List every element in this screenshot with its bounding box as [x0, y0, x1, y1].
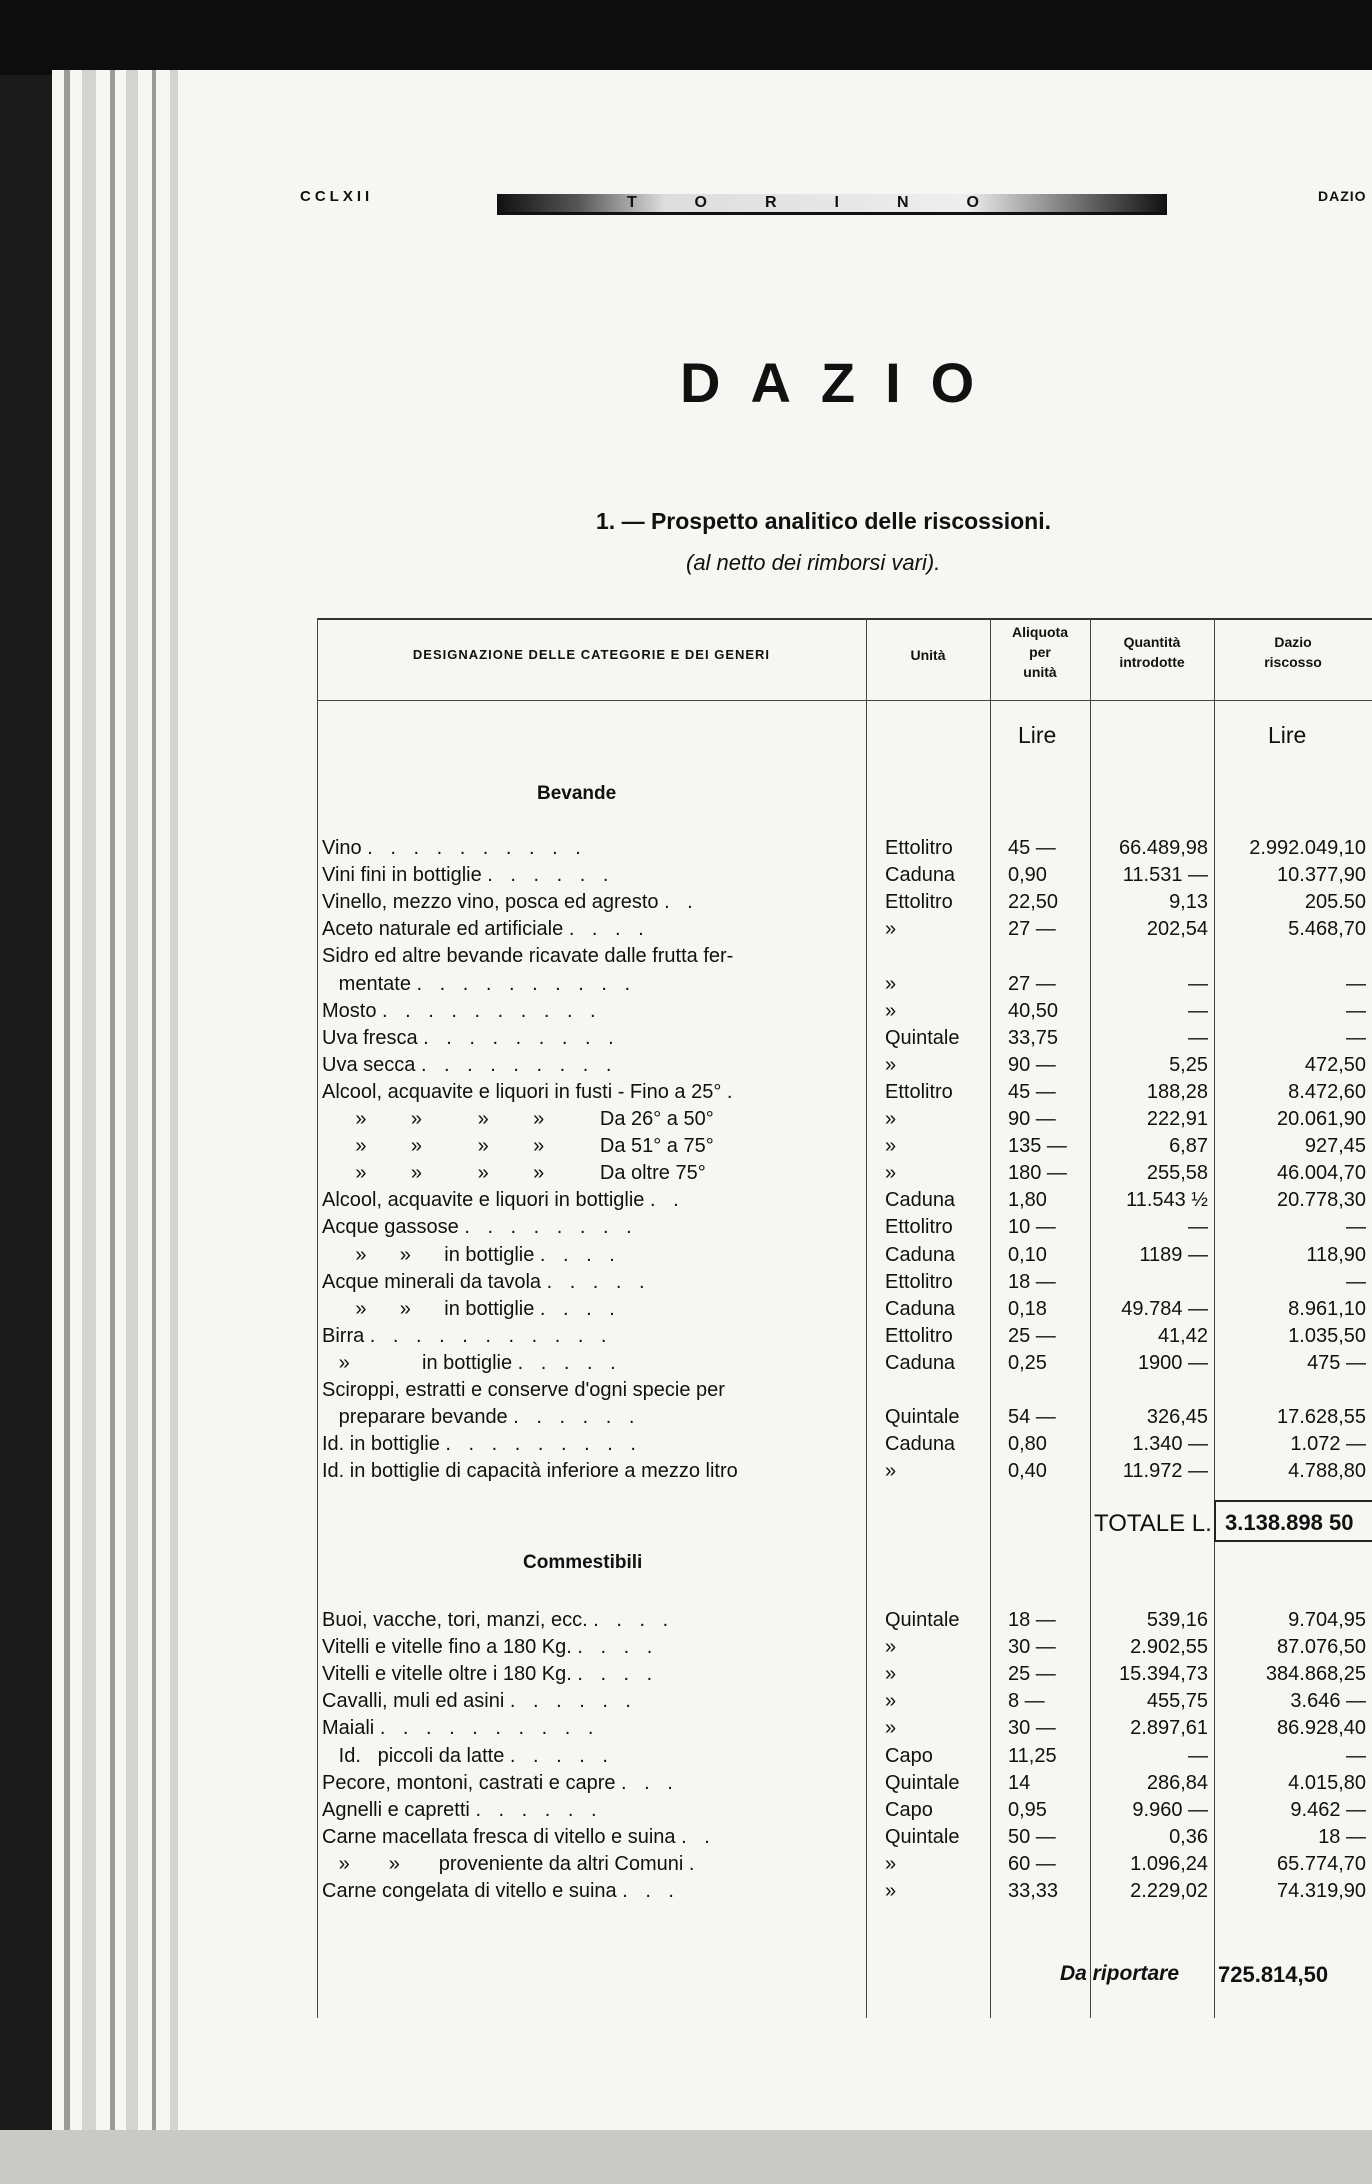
row-rate: 0,80 — [1008, 1433, 1047, 1456]
row-quantity: 0,36 — [1169, 1825, 1208, 1848]
row-leader-dots: . . . . . — [517, 1351, 622, 1374]
table-row — [0, 1160, 1372, 1187]
row-leader-dots: . . . . . . . . — [464, 1216, 638, 1239]
tax-header-line: riscosso — [1264, 654, 1322, 670]
row-tax: 5.468,70 — [1288, 918, 1366, 941]
row-name: Alcool, acquavite e liquori in bottiglie — [322, 1189, 645, 1212]
table-row — [0, 835, 1372, 862]
page-title: DAZIO — [680, 351, 1005, 414]
row-tax: 927,45 — [1304, 1135, 1366, 1158]
row-unit: Quintale — [885, 1026, 960, 1049]
row-name: Carne congelata di vitello e suina — [322, 1880, 617, 1902]
row-tax: — — [1346, 1026, 1366, 1049]
row-tax: 118,90 — [1306, 1243, 1366, 1266]
row-tax: 18 — — [1318, 1825, 1366, 1848]
row-rate: 8 — — [1008, 1690, 1045, 1713]
row-designation — [322, 1878, 852, 1905]
row-designation — [322, 1214, 852, 1241]
total-value: 3.138.898 50 — [1225, 1510, 1354, 1535]
table-subtitle: 1. — Prospetto analitico delle riscossioni. — [596, 508, 1052, 534]
row-unit: Ettolitro — [885, 1216, 953, 1239]
row-name: » » in bottiglie — [322, 1243, 535, 1266]
row-designation — [322, 1851, 852, 1878]
row-rate: 0,95 — [1008, 1798, 1047, 1821]
row-name: Mosto — [322, 999, 377, 1022]
row-unit: » — [885, 1852, 897, 1875]
row-designation — [322, 1824, 852, 1851]
row-rate: 1,80 — [1008, 1189, 1047, 1212]
row-designation — [322, 1661, 852, 1688]
row-leader-dots: . — [688, 1852, 701, 1875]
row-tax: 87.076,50 — [1277, 1636, 1366, 1659]
row-leader-dots: . . . . . — [546, 1270, 651, 1293]
row-name: Vino — [322, 837, 362, 859]
table-row — [0, 1688, 1372, 1715]
row-rate: 54 — — [1008, 1406, 1056, 1429]
table-row — [0, 889, 1372, 916]
row-tax: — — [1346, 1744, 1366, 1767]
row-designation — [322, 1052, 852, 1079]
row-rate: 0,25 — [1008, 1351, 1047, 1374]
row-leader-dots: . . . . . . — [513, 1406, 641, 1429]
table-row — [0, 1661, 1372, 1688]
row-leader-dots: . . . . — [593, 1609, 675, 1631]
row-quantity: 222,91 — [1146, 1108, 1208, 1130]
row-rate: 90 — — [1008, 1053, 1056, 1076]
row-tax: 384.868,25 — [1265, 1663, 1366, 1686]
row-designation — [322, 1607, 852, 1634]
row-name: Birra — [322, 1324, 365, 1347]
table-row — [0, 1607, 1372, 1634]
running-head-right: DAZIO — [1318, 188, 1367, 204]
row-quantity: 9.960 — — [1132, 1798, 1208, 1821]
row-rate: 22,50 — [1008, 891, 1059, 914]
row-unit: » — [885, 1108, 897, 1130]
row-quantity: 326,45 — [1146, 1406, 1208, 1429]
row-quantity: 5,25 — [1169, 1053, 1208, 1076]
row-tax: 1.035,50 — [1288, 1324, 1366, 1347]
row-unit: Caduna — [885, 1189, 956, 1212]
row-rate: 0,10 — [1008, 1243, 1047, 1266]
row-quantity: 11.531 — — [1122, 864, 1208, 887]
row-name: » » in bottiglie — [322, 1297, 535, 1320]
row-designation — [322, 1797, 852, 1824]
row-tax: 9.462 — — [1290, 1798, 1366, 1821]
row-unit: Ettolitro — [885, 1080, 953, 1103]
row-tax: 9.704,95 — [1288, 1609, 1366, 1631]
row-tax: 20.778,30 — [1277, 1189, 1366, 1212]
row-leader-dots: . — [726, 1080, 739, 1103]
row-leader-dots: . . . . . . — [487, 864, 615, 887]
total-label: TOTALE L. — [1094, 1510, 1212, 1537]
row-rate: 50 — — [1008, 1825, 1056, 1848]
row-name: Uva fresca — [322, 1026, 418, 1049]
row-unit: Quintale — [885, 1825, 960, 1848]
table-row — [0, 1323, 1372, 1350]
row-leader-dots: . . . . — [539, 1243, 621, 1266]
row-quantity: 1.340 — — [1132, 1433, 1208, 1456]
row-leader-dots: . . . . — [539, 1297, 621, 1320]
row-tax: 475 — — [1307, 1351, 1366, 1374]
row-tax: — — [1346, 1270, 1366, 1293]
table-row — [0, 1743, 1372, 1770]
rate-header-line: Aliquota — [1012, 624, 1068, 640]
row-unit: Ettolitro — [885, 1324, 953, 1347]
row-quantity: — — [1188, 1216, 1208, 1239]
row-tax: 4.788,80 — [1288, 1460, 1366, 1483]
row-designation — [322, 943, 852, 970]
row-quantity: 6,87 — [1169, 1135, 1208, 1158]
row-unit: Caduna — [885, 1433, 956, 1456]
table-row — [0, 916, 1372, 943]
row-unit: Caduna — [885, 864, 956, 887]
row-designation — [322, 971, 852, 998]
row-quantity: — — [1188, 999, 1208, 1022]
row-name: Buoi, vacche, tori, manzi, ecc. — [322, 1609, 588, 1631]
row-quantity: 202,54 — [1146, 918, 1208, 941]
row-name: » » » » Da oltre 75° — [322, 1162, 706, 1185]
row-leader-dots: . . . . . . . . . . — [416, 972, 637, 995]
row-unit: Quintale — [885, 1771, 960, 1794]
table-row — [0, 1242, 1372, 1269]
row-leader-dots: . . . . . . . . . — [445, 1433, 642, 1456]
row-rate: 135 — — [1008, 1135, 1067, 1158]
table-row — [0, 1079, 1372, 1106]
row-designation — [322, 1715, 852, 1742]
row-leader-dots: . . . . — [568, 918, 650, 941]
table-row — [0, 1797, 1372, 1824]
section-title: Bevande — [537, 783, 617, 804]
table-row — [0, 1025, 1372, 1052]
row-rate: 0,90 — [1008, 864, 1047, 887]
row-designation — [322, 1431, 852, 1458]
row-tax: 3.646 — — [1290, 1690, 1366, 1713]
table-row — [0, 1214, 1372, 1241]
scan-bottom-border — [0, 2130, 1372, 2184]
row-rate: 11,25 — [1008, 1744, 1057, 1767]
row-unit: Ettolitro — [885, 1270, 953, 1293]
row-leader-dots: . . . . . . — [509, 1690, 637, 1713]
row-name: Cavalli, muli ed asini — [322, 1690, 505, 1713]
row-designation — [322, 1688, 852, 1715]
running-head-city — [497, 194, 1167, 212]
row-rate: 30 — — [1008, 1636, 1056, 1659]
row-name: Agnelli e capretti — [322, 1798, 470, 1821]
row-designation — [322, 1187, 852, 1214]
table-row — [0, 1851, 1372, 1878]
row-unit: » — [885, 918, 897, 941]
row-designation — [322, 1743, 852, 1770]
row-tax: — — [1346, 999, 1366, 1022]
row-rate: 45 — — [1008, 837, 1056, 859]
row-rate: 18 — — [1008, 1270, 1056, 1293]
row-designation — [322, 916, 852, 943]
row-designation — [322, 1079, 852, 1106]
carry-forward-label: Da riportare — [1060, 1962, 1180, 1985]
row-quantity: 455,75 — [1146, 1690, 1208, 1713]
row-name: Vitelli e vitelle oltre i 180 Kg. — [322, 1663, 572, 1686]
row-name: Id. in bottiglie — [322, 1433, 440, 1456]
table-row — [0, 1052, 1372, 1079]
row-unit: Caduna — [885, 1243, 956, 1266]
row-designation — [322, 1296, 852, 1323]
row-tax: 8.961,10 — [1288, 1297, 1366, 1320]
table-row — [0, 1634, 1372, 1661]
row-tax: 17.628,55 — [1277, 1406, 1366, 1429]
row-leader-dots: . . . — [622, 1880, 680, 1902]
table-row — [0, 1106, 1372, 1133]
row-unit: Quintale — [885, 1406, 960, 1429]
row-rate: 27 — — [1008, 918, 1056, 941]
table-row — [0, 1404, 1372, 1431]
row-name: Acque gassose — [322, 1216, 459, 1239]
row-quantity: 2.897,61 — [1130, 1717, 1208, 1740]
running-head-left: CCLXII — [300, 188, 374, 205]
row-designation — [322, 835, 852, 862]
table-subnote: (al netto dei rimborsi vari). — [686, 550, 941, 575]
row-rate: 33,33 — [1008, 1880, 1059, 1902]
row-quantity: 9,13 — [1169, 891, 1208, 914]
column-header-rate — [990, 622, 1090, 682]
table-row — [0, 1770, 1372, 1797]
row-leader-dots: . . . . . — [509, 1744, 614, 1767]
row-name: Id. in bottiglie di capacità inferiore a mezzo litro — [322, 1460, 738, 1483]
row-designation — [322, 1269, 852, 1296]
row-name: Id. piccoli da latte — [322, 1744, 505, 1767]
row-name: Pecore, montoni, castrati e capre — [322, 1771, 616, 1794]
row-quantity: 255,58 — [1146, 1162, 1208, 1185]
row-designation — [322, 1634, 852, 1661]
row-name: » » » » Da 51° a 75° — [322, 1135, 714, 1158]
row-unit: Caduna — [885, 1297, 956, 1320]
row-leader-dots: . . — [681, 1825, 716, 1848]
row-name: » » » » Da 26° a 50° — [322, 1108, 714, 1130]
row-tax: 8.472,60 — [1288, 1080, 1366, 1103]
row-designation — [322, 1404, 852, 1431]
row-unit: » — [885, 1880, 897, 1902]
row-name: Acque minerali da tavola — [322, 1270, 542, 1293]
row-leader-dots: . . — [664, 891, 699, 914]
row-name: Maiali — [322, 1717, 375, 1740]
row-rate: 30 — — [1008, 1717, 1056, 1740]
column-header-designation: DESIGNAZIONE DELLE CATEGORIE E DEI GENERI — [412, 647, 771, 662]
column-header-tax — [1214, 632, 1372, 672]
row-rate: 90 — — [1008, 1108, 1056, 1130]
row-unit: Ettolitro — [885, 891, 953, 914]
row-unit: » — [885, 1460, 897, 1483]
row-leader-dots: . . . . — [577, 1663, 659, 1686]
row-name: Vini fini in bottiglie — [322, 864, 482, 887]
row-designation — [322, 1133, 852, 1160]
row-designation — [322, 1323, 852, 1350]
row-leader-dots: . . . — [621, 1771, 679, 1794]
row-name: Vitelli e vitelle fino a 180 Kg. — [322, 1636, 572, 1659]
row-unit: Quintale — [885, 1609, 960, 1631]
row-unit: Caduna — [885, 1351, 956, 1374]
row-unit: » — [885, 1663, 897, 1686]
running-head-rule — [497, 212, 1167, 215]
row-designation — [322, 998, 852, 1025]
column-header-quantity — [1090, 632, 1214, 672]
row-quantity: 2.902,55 — [1130, 1636, 1208, 1659]
row-quantity: 1.096,24 — [1130, 1852, 1208, 1875]
row-name: Uva secca — [322, 1053, 416, 1076]
table-row — [0, 998, 1372, 1025]
running-head-center: TORINO — [627, 194, 1037, 211]
row-quantity: 11.972 — — [1122, 1460, 1208, 1483]
row-tax: 2.992.049,10 — [1249, 837, 1366, 859]
scan-top-border — [0, 0, 1372, 75]
row-quantity: 2.229,02 — [1130, 1880, 1208, 1902]
table-row — [0, 1269, 1372, 1296]
table-row — [0, 1824, 1372, 1851]
row-designation — [322, 1377, 852, 1404]
row-designation — [322, 889, 852, 916]
table-row — [0, 943, 1372, 970]
row-designation — [322, 1106, 852, 1133]
row-designation — [322, 1025, 852, 1052]
row-unit: » — [885, 1690, 897, 1713]
row-rate: 180 — — [1008, 1162, 1067, 1185]
table-row — [0, 1350, 1372, 1377]
row-unit: » — [885, 1053, 897, 1076]
row-tax: 46.004,70 — [1277, 1162, 1366, 1185]
row-quantity: 539,16 — [1146, 1609, 1208, 1631]
row-designation — [322, 862, 852, 889]
row-rate: 40,50 — [1008, 999, 1059, 1022]
row-name: mentate — [322, 972, 411, 995]
row-leader-dots: . . . . — [577, 1636, 659, 1659]
row-name: » in bottiglie — [322, 1351, 513, 1374]
row-name: Vinello, mezzo vino, posca ed agresto — [322, 891, 659, 914]
row-rate: 25 — — [1008, 1324, 1056, 1347]
row-tax: 86.928,40 — [1277, 1717, 1366, 1740]
row-name: Sidro ed altre bevande ricavate dalle frutta fer- — [322, 945, 734, 968]
row-designation — [322, 1350, 852, 1377]
row-tax: 65.774,70 — [1277, 1852, 1366, 1875]
row-leader-dots: . . — [649, 1189, 685, 1212]
row-leader-dots: . . . . . . . . . — [423, 1026, 620, 1049]
row-unit: » — [885, 1717, 897, 1740]
row-rate: 14 — [1008, 1771, 1031, 1794]
table-row — [0, 1431, 1372, 1458]
row-unit: Capo — [885, 1798, 933, 1821]
row-quantity: 11.543 ½ — [1126, 1189, 1208, 1212]
quantity-header-line: Quantità — [1123, 634, 1181, 650]
row-rate: 0,40 — [1008, 1460, 1047, 1483]
row-quantity: 286,84 — [1146, 1771, 1208, 1794]
row-unit: » — [885, 999, 897, 1022]
row-unit: » — [885, 1162, 897, 1185]
row-quantity: 41,42 — [1157, 1324, 1208, 1347]
row-designation — [322, 1242, 852, 1269]
row-tax: 10.377,90 — [1277, 864, 1366, 887]
row-quantity: 66.489,98 — [1119, 837, 1208, 859]
row-tax: — — [1346, 1216, 1366, 1239]
row-leader-dots: . . . . . . . . . . — [367, 837, 587, 859]
row-name: Aceto naturale ed artificiale — [322, 918, 564, 941]
row-rate: 45 — — [1008, 1080, 1056, 1103]
row-quantity: 49.784 — — [1121, 1297, 1208, 1320]
column-header-unit: Unità — [910, 647, 946, 663]
header-rule — [317, 700, 1372, 701]
row-rate: 33,75 — [1008, 1026, 1059, 1049]
row-quantity: 15.394,73 — [1119, 1663, 1208, 1686]
row-rate: 18 — — [1008, 1609, 1056, 1631]
row-quantity: 1900 — — [1137, 1351, 1208, 1374]
tax-currency: Lire — [1268, 722, 1307, 748]
table-row — [0, 1133, 1372, 1160]
row-name: Alcool, acquavite e liquori in fusti - Fino a 25° — [322, 1080, 722, 1103]
row-tax: 472,50 — [1304, 1053, 1366, 1076]
row-designation — [322, 1160, 852, 1187]
row-rate: 10 — — [1008, 1216, 1056, 1239]
row-leader-dots: . . . . . . . . . . — [382, 999, 602, 1022]
table-row — [0, 1458, 1372, 1485]
row-tax: 205.50 — [1304, 891, 1366, 914]
row-quantity: — — [1188, 1026, 1208, 1049]
row-quantity: 188,28 — [1146, 1080, 1208, 1103]
row-tax: 20.061,90 — [1277, 1108, 1366, 1130]
row-rate: 60 — — [1008, 1852, 1056, 1875]
row-quantity: 1189 — — [1139, 1243, 1208, 1266]
row-quantity: — — [1188, 972, 1208, 995]
row-designation — [322, 1770, 852, 1797]
row-leader-dots: . . . . . . — [475, 1798, 603, 1821]
row-unit: » — [885, 1636, 897, 1659]
row-tax: 74.319,90 — [1277, 1880, 1366, 1902]
row-leader-dots: . . . . . . . . . . — [379, 1717, 600, 1740]
table-row — [0, 862, 1372, 889]
table-row — [0, 1187, 1372, 1214]
row-leader-dots: . . . . . . . . . . . — [369, 1324, 613, 1347]
row-quantity: — — [1188, 1744, 1208, 1767]
table-row — [0, 1296, 1372, 1323]
rate-currency: Lire — [1018, 722, 1057, 748]
row-name: preparare bevande — [322, 1406, 508, 1429]
row-unit: Capo — [885, 1744, 933, 1767]
rate-header-line: per — [1029, 644, 1051, 660]
row-unit: Ettolitro — [885, 837, 953, 859]
row-rate: 27 — — [1008, 972, 1056, 995]
row-unit: » — [885, 1135, 897, 1158]
carry-forward-value: 725.814,50 — [1218, 1962, 1329, 1987]
row-unit: » — [885, 972, 897, 995]
table-row — [0, 1878, 1372, 1905]
rate-header-line: unità — [1023, 664, 1057, 680]
row-tax: 1.072 — — [1290, 1433, 1366, 1456]
row-leader-dots: . . . . . . . . . — [420, 1053, 618, 1076]
tax-header-line: Dazio — [1274, 634, 1312, 650]
row-name: Sciroppi, estratti e conserve d'ogni specie per — [322, 1379, 725, 1401]
row-tax: — — [1346, 972, 1366, 995]
row-designation — [322, 1458, 852, 1485]
section-title: Commestibili — [523, 1552, 643, 1573]
table-row — [0, 1715, 1372, 1742]
row-tax: 4.015,80 — [1288, 1771, 1366, 1794]
row-rate: 0,18 — [1008, 1297, 1047, 1320]
row-name: Carne macellata fresca di vitello e suina — [322, 1825, 676, 1848]
table-row — [0, 971, 1372, 998]
row-rate: 25 — — [1008, 1663, 1056, 1686]
quantity-header-line: introdotte — [1119, 654, 1185, 670]
table-row — [0, 1377, 1372, 1404]
row-name: » » proveniente da altri Comuni — [322, 1852, 684, 1875]
